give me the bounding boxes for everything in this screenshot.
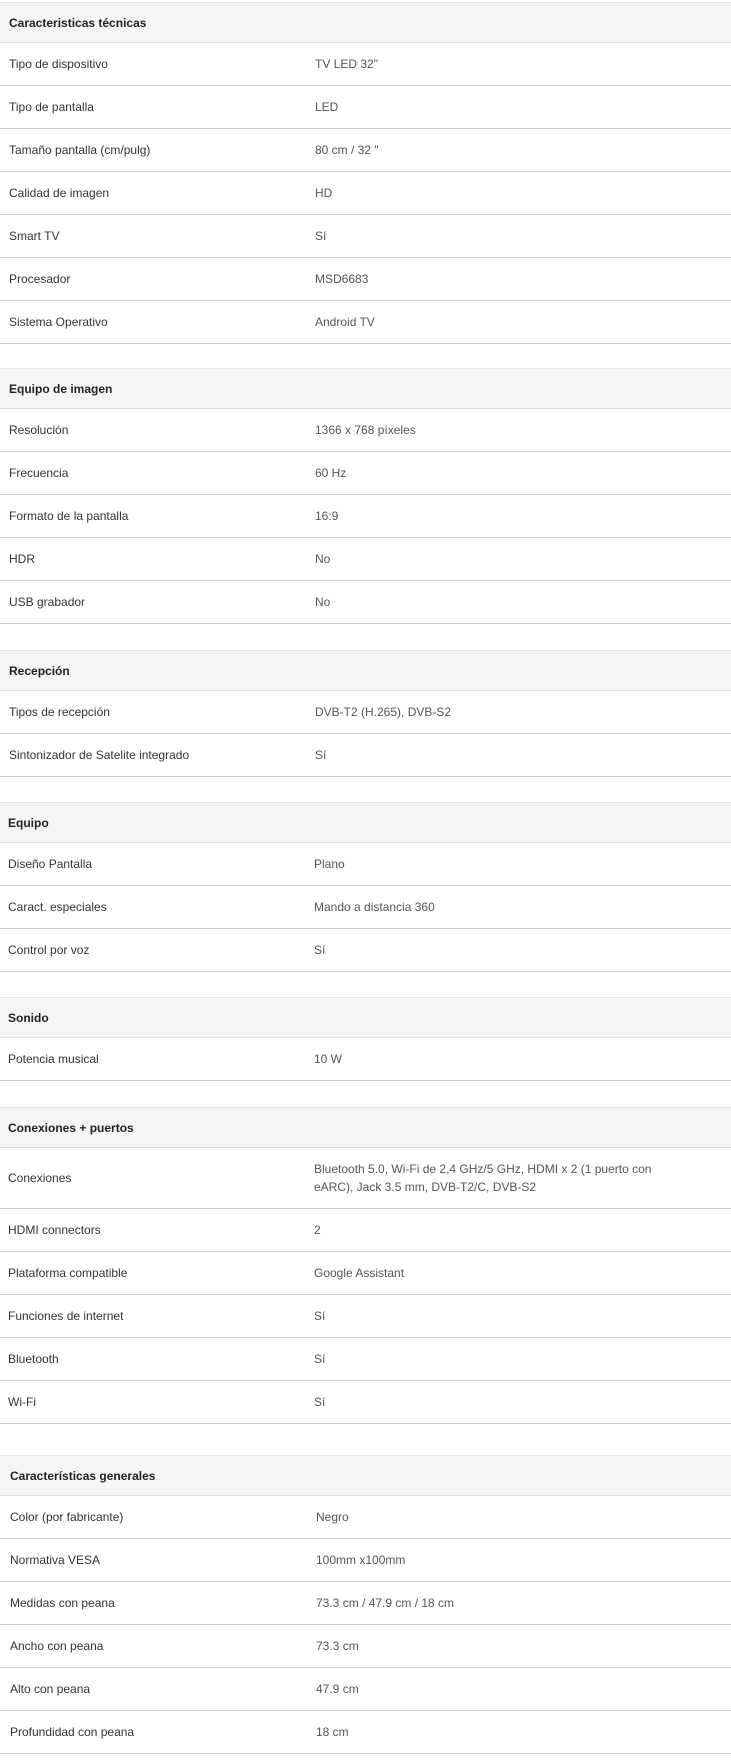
spec-row-frecuencia <box>0 452 731 495</box>
spec-label: Caract. especiales <box>8 900 107 914</box>
spec-value: No <box>315 552 331 566</box>
spec-label: Tipo de dispositivo <box>9 57 108 71</box>
section-header <box>0 2 731 43</box>
section-header <box>0 650 731 691</box>
section-equipo <box>0 802 731 972</box>
spec-value: DVB-T2 (H.265), DVB-S2 <box>315 705 452 719</box>
section-title: Conexiones + puertos <box>8 1120 134 1135</box>
spec-label: Tipo de pantalla <box>9 100 94 114</box>
spec-row-tipo-de-pantalla <box>0 86 731 129</box>
spec-row-alto-con-peana <box>0 1668 731 1711</box>
spec-value: Mando a distancia 360 <box>314 900 435 914</box>
section-caracteristicas-tecnicas <box>0 2 731 344</box>
spec-value: Sí <box>315 748 327 762</box>
section-title: Equipo <box>8 815 49 830</box>
spec-label: Conexiones <box>8 1171 72 1185</box>
spec-label: Diseño Pantalla <box>8 857 93 871</box>
spec-value: Sí <box>314 943 326 957</box>
spec-row-procesador <box>0 258 731 301</box>
spec-value: No <box>315 595 331 609</box>
spec-row-plataforma-compatible <box>0 1252 731 1295</box>
spec-value: 18 cm <box>316 1725 349 1739</box>
spec-value: Sí <box>315 229 327 243</box>
spec-row-wi-fi <box>0 1381 731 1424</box>
spec-value: Android TV <box>315 315 375 329</box>
spec-row-control-por-voz <box>0 929 731 972</box>
spec-value: 47.9 cm <box>316 1682 359 1696</box>
spec-row-potencia-musical <box>0 1038 731 1081</box>
spec-row-ancho-con-peana <box>0 1625 731 1668</box>
spec-value: Plano <box>314 857 345 871</box>
spec-row-color-por-fabricante <box>0 1496 731 1539</box>
spec-value: 16:9 <box>315 509 339 523</box>
section-equipo-de-imagen <box>0 368 731 624</box>
section-title: Sonido <box>8 1010 49 1025</box>
spec-label: Tipos de recepción <box>9 705 110 719</box>
spec-row-tipo-de-dispositivo <box>0 43 731 86</box>
spec-value: Google Assistant <box>314 1266 405 1280</box>
section-title: Equipo de imagen <box>9 381 113 396</box>
spec-row-normativa-vesa <box>0 1539 731 1582</box>
spec-row-usb-grabador <box>0 581 731 624</box>
spec-row-medidas-con-peana <box>0 1582 731 1625</box>
spec-label: Potencia musical <box>8 1052 99 1066</box>
spec-label: USB grabador <box>9 595 86 609</box>
spec-row-conexiones <box>0 1148 731 1209</box>
spec-label: Sintonizador de Satelite integrado <box>9 748 190 762</box>
spec-label: Control por voz <box>8 943 90 957</box>
spec-row-resolucion <box>0 409 731 452</box>
spec-label: Sistema Operativo <box>9 315 108 329</box>
spec-value: 100mm x100mm <box>316 1553 406 1567</box>
spec-value: Sí <box>314 1395 326 1409</box>
spec-row-calidad-de-imagen <box>0 172 731 215</box>
section-title: Caracteristicas técnicas <box>9 15 147 30</box>
spec-value: 73.3 cm / 47.9 cm / 18 cm <box>316 1596 455 1610</box>
spec-row-funciones-de-internet <box>0 1295 731 1338</box>
spec-value: 80 cm / 32 " <box>315 143 379 157</box>
spec-label: Procesador <box>9 272 71 286</box>
spec-value: 10 W <box>314 1052 343 1066</box>
spec-label: HDR <box>9 552 35 566</box>
section-caracteristicas-generales <box>0 1455 731 1754</box>
spec-label: Funciones de internet <box>8 1309 124 1323</box>
spec-label: Color (por fabricante) <box>10 1510 124 1524</box>
spec-value: 60 Hz <box>315 466 347 480</box>
spec-value: Sí <box>314 1352 326 1366</box>
spec-row-hdmi-connectors <box>0 1209 731 1252</box>
spec-row-tipos-de-recepcion <box>0 691 731 734</box>
spec-row-diseno-pantalla <box>0 843 731 886</box>
spec-label: Medidas con peana <box>10 1596 115 1610</box>
spec-row-sintonizador-de-satelite-integrado <box>0 734 731 777</box>
spec-label: Frecuencia <box>9 466 69 480</box>
spec-row-sistema-operativo <box>0 301 731 344</box>
spec-value: HD <box>315 186 333 200</box>
section-title: Recepción <box>9 663 70 678</box>
section-header <box>0 368 731 409</box>
spec-row-formato-de-la-pantalla <box>0 495 731 538</box>
spec-label: Calidad de imagen <box>9 186 110 200</box>
spec-label: Ancho con peana <box>10 1639 104 1653</box>
spec-label: Wi-Fi <box>8 1395 36 1409</box>
section-header <box>0 997 731 1038</box>
spec-row-hdr <box>0 538 731 581</box>
spec-value: Sí <box>314 1309 326 1323</box>
section-header <box>0 802 731 843</box>
spec-label: Normativa VESA <box>10 1553 101 1567</box>
section-recepcion <box>0 650 731 777</box>
spec-label: Bluetooth <box>8 1352 59 1366</box>
spec-value: 73.3 cm <box>316 1639 359 1653</box>
spec-row-smart-tv <box>0 215 731 258</box>
spec-row-caract-especiales <box>0 886 731 929</box>
spec-row-profundidad-con-peana <box>0 1711 731 1754</box>
spec-label: Smart TV <box>9 229 60 243</box>
section-header <box>0 1455 731 1496</box>
spec-label: Alto con peana <box>10 1682 91 1696</box>
spec-value: 1366 x 768 píxeles <box>315 423 416 437</box>
spec-label: Profundidad con peana <box>10 1725 135 1739</box>
spec-row-tamano-pantalla-cm-pulg <box>0 129 731 172</box>
spec-value: TV LED 32" <box>315 57 378 71</box>
spec-value: Negro <box>316 1510 349 1524</box>
section-sonido <box>0 997 731 1081</box>
spec-value: Bluetooth 5.0, Wi-Fi de 2,4 GHz/5 GHz, HDMI x 2 (1 puerto con eARC), Jack 3.5 mm, DVB-T2/C, DVB-S2 <box>314 1162 652 1194</box>
spec-label: Resolución <box>9 423 69 437</box>
section-conexiones-puertos <box>0 1107 731 1424</box>
section-title: Características generales <box>10 1468 156 1483</box>
spec-value: MSD6683 <box>315 272 369 286</box>
spec-value: LED <box>315 100 339 114</box>
spec-label: Tamaño pantalla (cm/pulg) <box>9 143 151 157</box>
spec-label: Formato de la pantalla <box>9 509 129 523</box>
spec-label: Plataforma compatible <box>8 1266 128 1280</box>
spec-row-bluetooth <box>0 1338 731 1381</box>
spec-label: HDMI connectors <box>8 1223 101 1237</box>
spec-value: 2 <box>314 1223 321 1237</box>
section-header <box>0 1107 731 1148</box>
